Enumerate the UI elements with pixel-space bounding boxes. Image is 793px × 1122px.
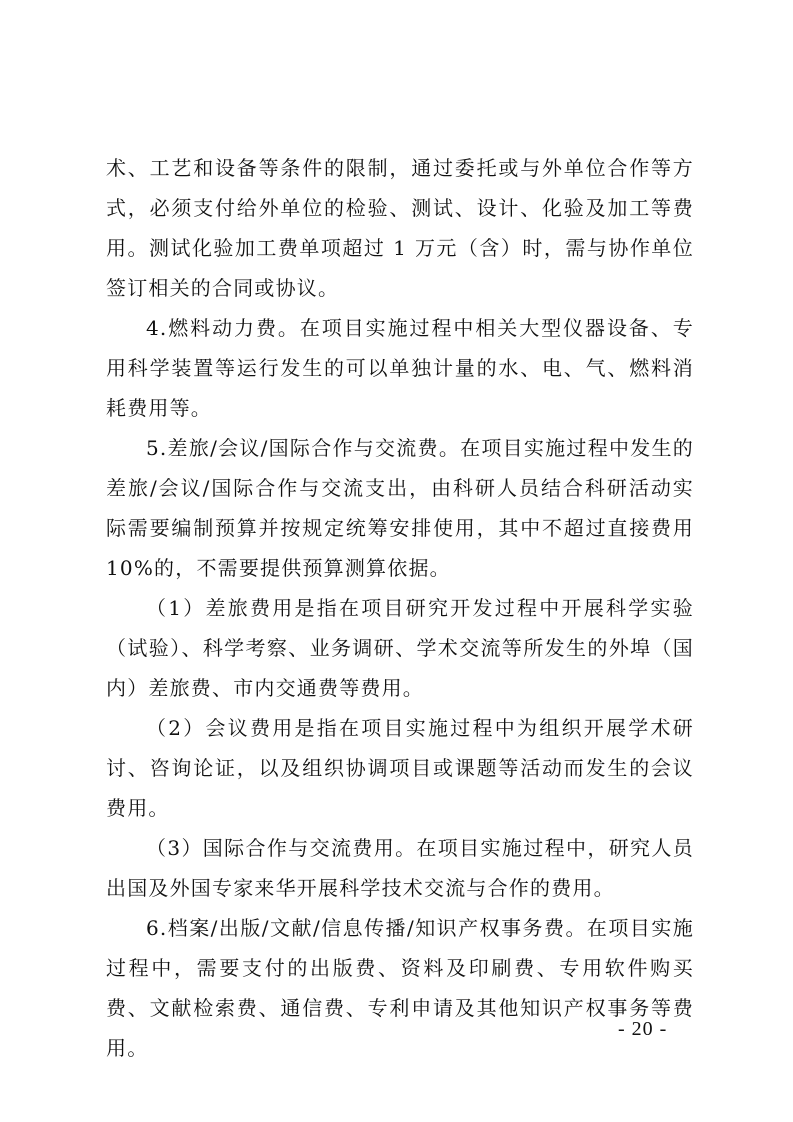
body-text bbox=[106, 148, 694, 1068]
paragraph-meeting-expense: （2）会议费用是指在项目实施过程中为组织开展学术研讨、咨询论证，以及组织协调项目或课题等活动而发生的会议费用。 bbox=[106, 716, 694, 820]
paragraph-international-exchange: （3）国际合作与交流费用。在项目实施过程中，研究人员出国及外国专家来华开展科学技术交流与合作的费用。 bbox=[106, 836, 694, 900]
paragraph-fuel-power-fee: 4.燃料动力费。在项目实施过程中相关大型仪器设备、专用科学装置等运行发生的可以单独计量的水、电、气、燃料消耗费用等。 bbox=[106, 316, 694, 420]
paragraph-travel-expense: （1）差旅费用是指在项目研究开发过程中开展科学实验（试验）、科学考察、业务调研、学术交流等所发生的外埠（国内）差旅费、市内交通费等费用。 bbox=[106, 596, 694, 700]
page-number: - 20 - bbox=[618, 1018, 668, 1040]
paragraph-travel-meeting-fee: 5.差旅/会议/国际合作与交流费。在项目实施过程中发生的差旅/会议/国际合作与交流支出，由科研人员结合科研活动实际需要编制预算并按规定统筹安排使用，其中不超过直接费用 10%的，不需要提供预算测算依据。 bbox=[106, 436, 694, 580]
paragraph-continuation: 术、工艺和设备等条件的限制，通过委托或与外单位合作等方式，必须支付给外单位的检验、测试、设计、化验及加工等费用。测试化验加工费单项超过 1 万元（含）时，需与协作单位签订相关的合同或协议。 bbox=[106, 156, 694, 300]
paragraph-archive-publication-fee: 6.档案/出版/文献/信息传播/知识产权事务费。在项目实施过程中，需要支付的出版费、资料及印刷费、专用软件购买费、文献检索费、通信费、专利申请及其他知识产权事务等费用。 bbox=[106, 916, 694, 1060]
